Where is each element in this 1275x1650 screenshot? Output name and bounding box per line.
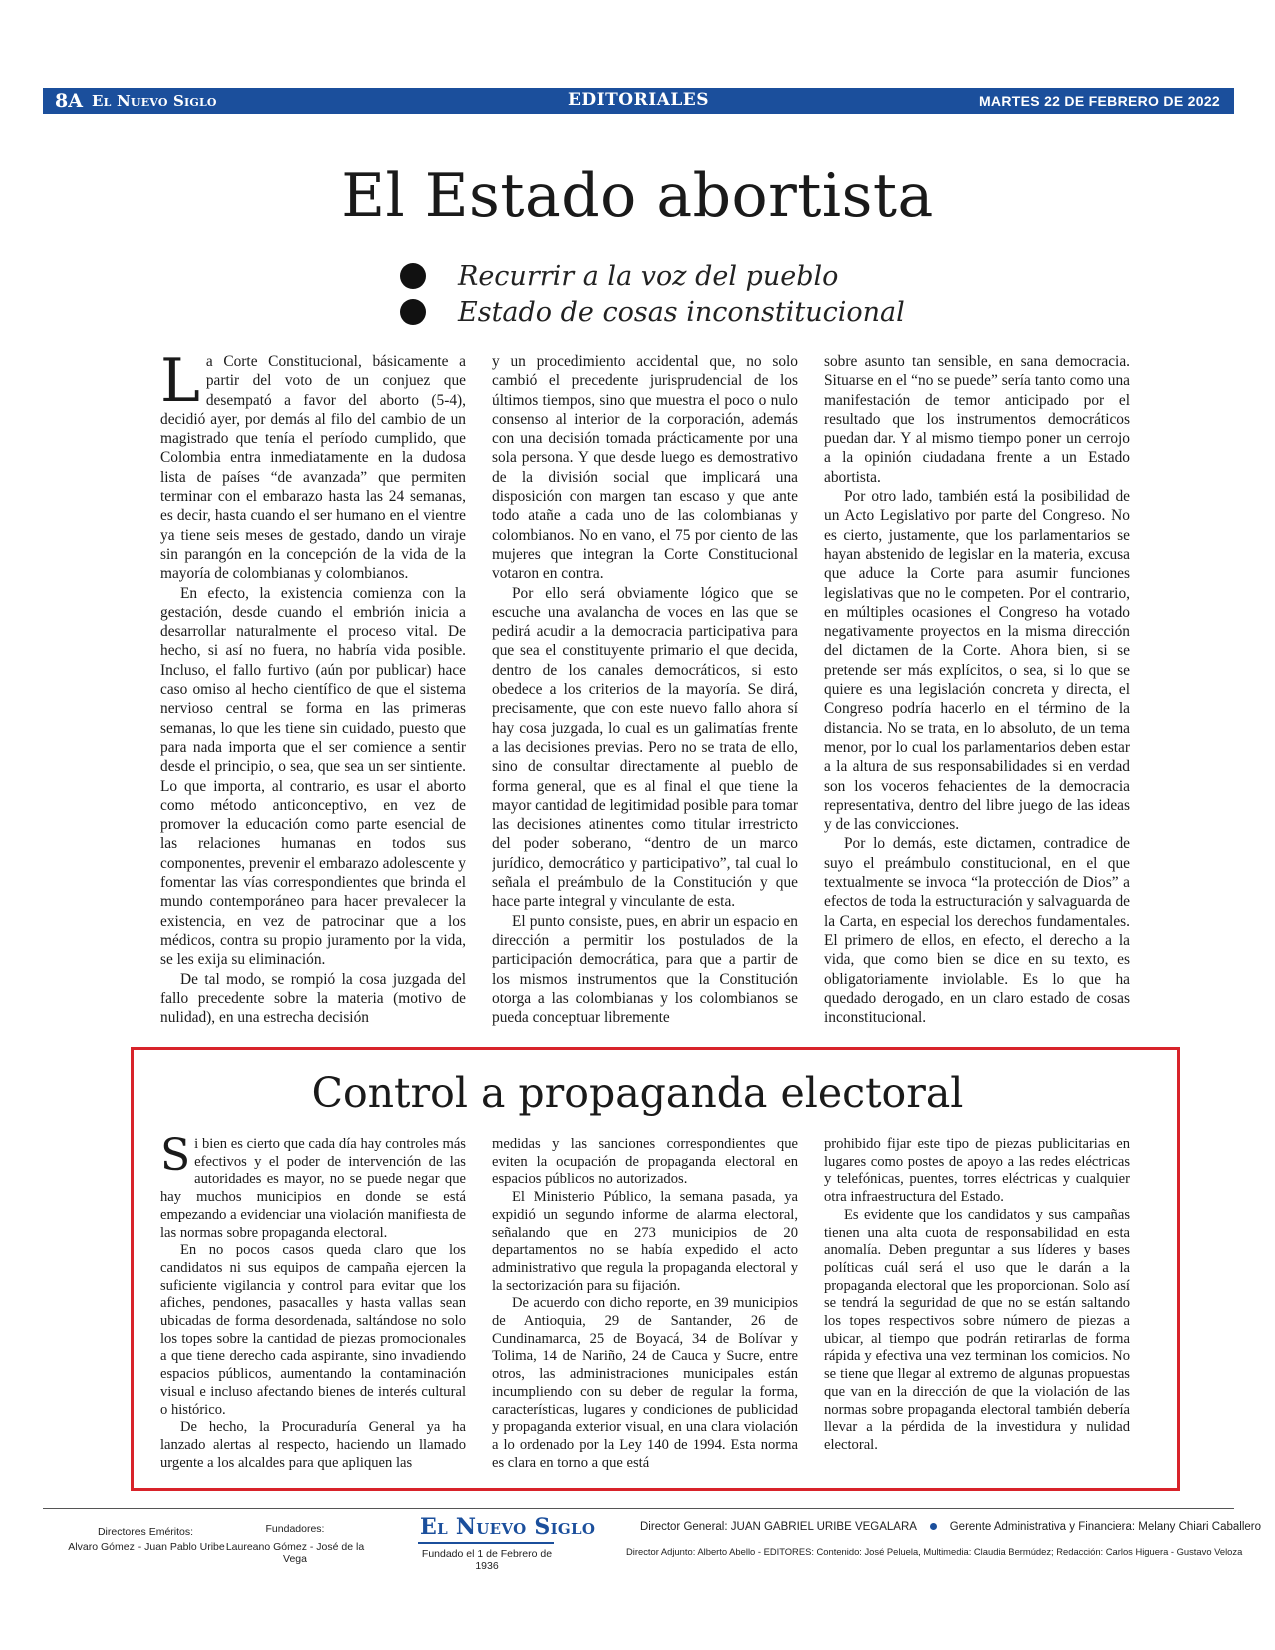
article-paragraph: En no pocos casos queda claro que los candidatos ni sus equipos de campaña ejercen la suficiente vigilancia y control para evitar que los afiches, pendones, pasacalles y hasta vallas sean ubicadas de forma desordenada, saltándose no solo los topes sobre la cantidad de piezas promocionales a que tiene derecho cada aspirante, sino invadiendo espacios públicos, aumentando la contaminación visual e incluso afectando bienes de interés cultural o histórico. (160, 1242, 466, 1418)
drop-cap: L (160, 352, 200, 416)
article-paragraph: De hecho, la Procuraduría General ya ha lanzado alertas al respecto, haciendo un llamado urgente a los alcaldes para que apliquen las (160, 1419, 466, 1471)
footer-management (640, 1521, 1261, 1533)
article-paragraph: De acuerdo con dicho reporte, en 39 municipios de Antioquia, 29 de Santander, 26 de Cundinamarca, 25 de Boyacá, 34 de Bolívar y Tolima, 14 de Nariño, 24 de Cauca y Sucre, entre otros, las administraciones municipales están incumpliendo con su deber de regular la forma, características, lugares y condiciones de publicidad y propaganda exterior visual, en una clara violación a lo ordenado por la Ley 140 de 1994. Esta norma es clara en torno a que está (492, 1295, 798, 1471)
footer-logo-rule (418, 1542, 554, 1544)
boxed-editorial-body (160, 1136, 1130, 1476)
article-paragraph: Por otro lado, también está la posibilidad de un Acto Legislativo por parte del Congreso. No es cierto, justamente, que los parlamentarios se hayan abstenido de legislar en la materia, excusa que aduce la Corte para asumir funciones legislativas que no le competen. Por el contrario, en múltiples ocasiones el Congreso ha votado negativamente proyectos en la misma dirección del dictamen de la Corte. Ahora bien, si se pretende ser más explícitos, o sea, si lo que se quiere es una legislación concreta y directa, el Congreso podría hacerlo en el término de la distancia. No se trata, en lo absoluto, de un tema menor, por lo cual los parlamentarios deben estar a la altura de sus responsabilidades si en verdad son los voceros fehacientes de la democracia representativa, dentro del libre juego de las ideas y de las convicciones. (824, 488, 1130, 834)
bullet-dot-icon (400, 263, 426, 289)
bullet-dot-icon (400, 299, 426, 325)
article-paragraph: El Ministerio Público, la semana pasada, ya expidió un segundo informe de alarma electoral, señalando que en 273 municipios de 20 departamentos no se había expedido el acto administrativo que regula la propaganda electoral y la sectorización para su fijación. (492, 1189, 798, 1294)
article-paragraph: De tal modo, se rompió la cosa juzgada del fallo precedente sobre la materia (motivo de nulidad), en una estrecha decisión (160, 970, 466, 1027)
footer-founded-date: Fundado el 1 de Febrero de 1936 (421, 1548, 553, 1572)
gerente-name: Melany Chiari Caballero (1138, 1521, 1262, 1533)
article-column (160, 352, 466, 1040)
gerente-label: Gerente Administrativa y Financiera: (949, 1521, 1136, 1533)
article-paragraph: Es evidente que los candidatos y sus campañas tienen una alta cuota de responsabilidad en esta anomalía. Deben preguntar a sus líderes y bases políticas cuál será el uso que le darán a la propaganda electoral que les proporcionan. Solo así se tendrá la seguridad de que no se están saltando los topes respectivos sobre número de piezas a ubicar, al tiempo que podrán retirarlas de forma rápida y efectiva una vez terminan los comicios. No se tiene que llegar al extremo de algunas propuestas que van en la dirección de que la violación de las normas sobre propaganda electoral también debería llevar a la pérdida de la investidura y nulidad electoral. (824, 1206, 1130, 1453)
article-column (824, 352, 1130, 1040)
article-column (492, 1136, 798, 1476)
footer-directores-label: Directores Eméritos: (97, 1526, 194, 1538)
bullet-text: Recurrir a la voz del pueblo (458, 260, 839, 292)
article-paragraph: prohibido fijar este tipo de piezas publicitarias en lugares como postes de apoyo a las redes eléctricas y telefónicas, puentes, torres eléctricas y cualquier otra infraestructura del Estado. (824, 1136, 1130, 1206)
footer-fundadores-label: Fundadores: (265, 1523, 325, 1535)
article-paragraph: Por ello será obviamente lógico que se escuche una avalancha de voces en las que se pedirá acudir a la democracia participativa para que sea el constituyente primario el que decida, dentro de los canales democráticos, si esto obedece a los criterios de la mayoría. Se dirá, precisamente, que con este nuevo fallo ahora sí hay cosa juzgada, lo cual es un galimatías frente a las decisiones previas. Pero no se trata de ello, sino de consultar directamente al pueblo de forma general, que es al final el que tiene la mayor cantidad de legitimidad posible para tomar las decisiones atinentes como titular irrestricto del poder soberano, “dentro de un marco jurídico, democrático y participativo”, tal cual lo señala el preámbulo de la Constitución y que hace parte integral y vinculante de esta. (492, 584, 798, 911)
director-general-name: JUAN GABRIEL URIBE VEGALARA (730, 1521, 917, 1533)
masthead-brand: El Nuevo Siglo (92, 92, 217, 110)
bullet-text: Estado de cosas inconstitucional (458, 296, 905, 328)
article-paragraph: Si bien es cierto que cada día hay controles más efectivos y el poder de intervención de las autoridades es mayor, no se puede negar que hay muchos municipios en donde se está empezando a evidenciar una violación manifiesta de las normas sobre propaganda electoral. (160, 1136, 466, 1241)
section-header-bar (43, 88, 1234, 114)
bullet-item (400, 258, 905, 294)
footer-staff: Director Adjunto: Alberto Abello - EDITORES: Contenido: José Peluela, Multimedia: Claudia Bermúdez; Redacción: Carlos Higuera - Gustavo Veloza (626, 1546, 1243, 1557)
article-paragraph: El punto consiste, pues, en abrir un espacio en dirección a permitir los postulados de la participación democrática, para que a partir de los mismos instrumentos que la Constitución otorga a las colombianas y los colombianos se pueda conceptuar libremente (492, 912, 798, 1027)
article-paragraph: medidas y las sanciones correspondientes que eviten la ocupación de propaganda electoral en espacios públicos no autorizados. (492, 1136, 798, 1188)
main-article-body (160, 352, 1130, 1040)
article-column (492, 352, 798, 1040)
issue-date: MARTES 22 DE FEBRERO DE 2022 (978, 93, 1220, 109)
article-paragraph: y un procedimiento accidental que, no solo cambió el precedente jurisprudencial de los últimos tiempos, sino que muestra el poco o nulo consenso al interior de la corporación, además con una decisión tomada prácticamente por una sola persona. Y que desde luego es demostrativo de la división social que implicará una disposición con margen tan escaso y que ante todo atañe a cada uno de las colombianas y colombianos. No en vano, el 75 por ciento de las mujeres que integran la Corte Constitucional votaron en contra. (492, 353, 798, 583)
footer-directores: Alvaro Gómez - Juan Pablo Uribe (68, 1541, 225, 1553)
footer-divider (43, 1508, 1234, 1509)
article-paragraph: sobre asunto tan sensible, en sana democracia. Situarse en el “no se puede” sería tanto como una manifestación de temor anticipado por el resultado que los instrumentos democráticos puedan dar. Y al mismo tiempo poner un cerrojo a la opinión ciudadana frente a un Estado abortista. (824, 353, 1130, 486)
article-paragraph: En efecto, la existencia comienza con la gestación, desde cuando el embrión inicia a desarrollar naturalmente el proceso vital. De hecho, si así no fuera, no habría vida posible. Incluso, el fallo furtivo (aún por publicar) hace caso omiso al hecho científico de que el sistema nervioso central se forma en las primeras semanas, lo que les tiene sin cuidado, puesto que para nada importa que el ser comience a sentir desde el principio, o sea, que sea un ser sintiente. Lo que importa, al contrario, es usar el aborto como método anticonceptivo, en vez de promover la educación como parte esencial de las relaciones humanas en todos sus componentes, prevenir el embarazo adolescente y fomentar las vías correspondientes que brinda el mundo contemporáneo para hacer prevalecer la existencia, en vez de patrocinar que a los médicos, contra su propio juramento por la vida, se les exija su eliminación. (160, 584, 466, 969)
boxed-editorial-title: Control a propaganda electoral (311, 1069, 964, 1117)
page-number: 8A (55, 90, 83, 112)
separator-dot-icon (930, 1523, 937, 1530)
article-column (160, 1136, 466, 1476)
article-paragraph: La Corte Constitucional, básicamente a partir del voto de un conjuez que desempató a favor del aborto (5-4), decidió ayer, por demás al filo del cambio de un magistrado que tenía el período cumplido, que Colombia entra inmediatamente en la dudosa lista de países “de avanzada” que permiten terminar con el embarazo hasta las 24 semanas, es decir, hasta cuando el ser humano en el vientre ya tiene seis meses de gestado, dando un viraje sin parangón en la concepción de la vida de la mayoría de colombianas y colombianos. (160, 352, 466, 583)
drop-cap: S (160, 1136, 191, 1181)
headline-bullets (400, 258, 905, 330)
main-headline: El Estado abortista (341, 161, 934, 231)
director-general-label: Director General: (640, 1521, 728, 1533)
footer-logo: El Nuevo Siglo (420, 1514, 596, 1540)
article-column (824, 1136, 1130, 1476)
bullet-item (400, 294, 905, 330)
section-title: EDITORIALES (567, 90, 710, 110)
footer-fundadores: Laureano Gómez - José de la Vega (225, 1541, 365, 1565)
article-paragraph: Por lo demás, este dictamen, contradice de suyo el preámbulo constitucional, en el que textualmente se invoca “la protección de Dios” a efectos de toda la estructuración y salvaguarda de la Carta, en especial los derechos fundamentales. El primero de ellos, en efecto, el derecho a la vida, que como bien se dice en su texto, es obligatoriamente inviolable. Es lo que ha quedado derogado, en un claro estado de cosas inconstitucional. (824, 835, 1130, 1027)
